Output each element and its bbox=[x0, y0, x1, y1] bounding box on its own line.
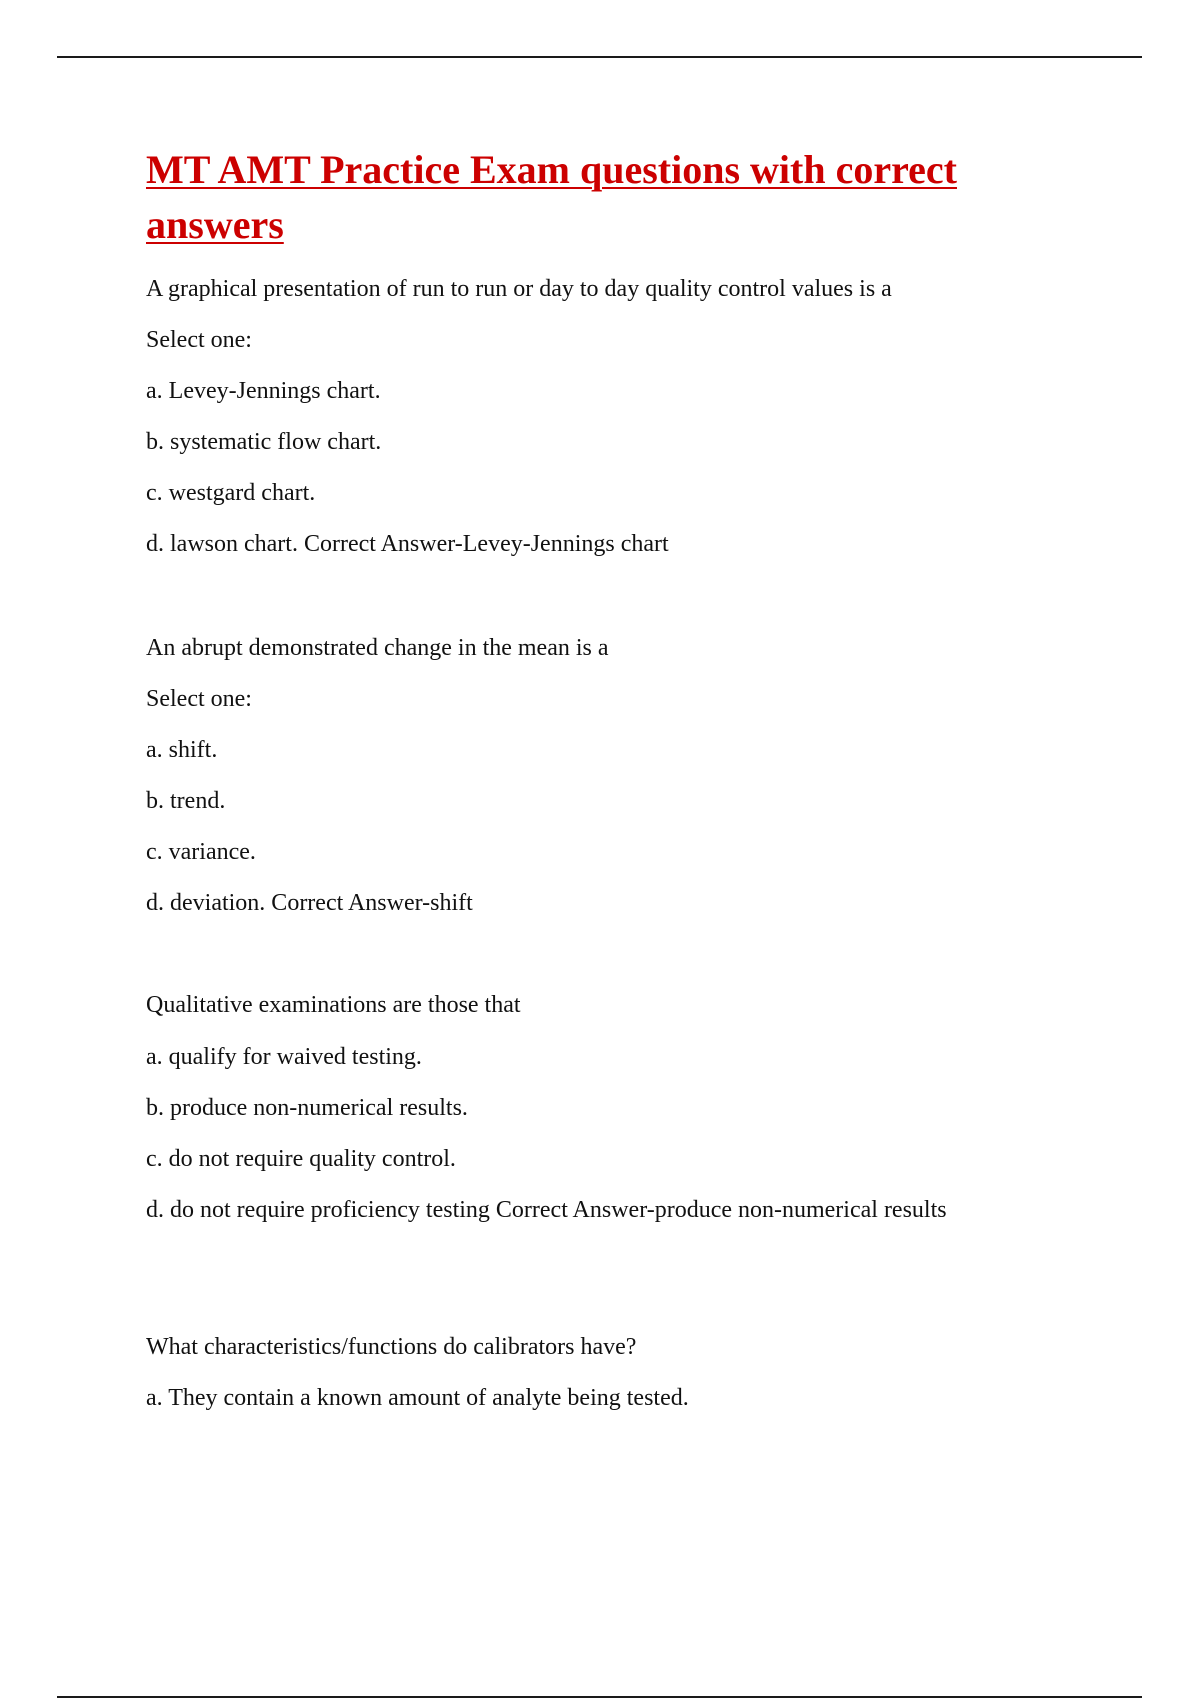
page-bottom-rule bbox=[57, 1696, 1142, 1698]
question-1-instruction: Select one: bbox=[146, 327, 252, 353]
question-2-instruction: Select one: bbox=[146, 686, 252, 712]
question-3-option-b: b. produce non-numerical results. bbox=[146, 1095, 468, 1121]
question-2-option-b: b. trend. bbox=[146, 788, 226, 814]
question-1-option-d: d. lawson chart. Correct Answer-Levey-Jennings chart bbox=[146, 531, 669, 557]
question-3-option-c: c. do not require quality control. bbox=[146, 1146, 456, 1172]
question-3-prompt: Qualitative examinations are those that bbox=[146, 992, 521, 1018]
question-1-prompt: A graphical presentation of run to run or day to day quality control values is a bbox=[146, 276, 892, 302]
page-top-rule bbox=[57, 56, 1142, 58]
question-2-option-c: c. variance. bbox=[146, 839, 256, 865]
question-2-option-d: d. deviation. Correct Answer-shift bbox=[146, 890, 473, 916]
question-2-prompt: An abrupt demonstrated change in the mean is a bbox=[146, 635, 609, 661]
question-1-option-b: b. systematic flow chart. bbox=[146, 429, 382, 455]
question-3-option-a: a. qualify for waived testing. bbox=[146, 1044, 422, 1070]
question-1-option-a: a. Levey-Jennings chart. bbox=[146, 378, 381, 404]
question-4-option-a: a. They contain a known amount of analyte being tested. bbox=[146, 1385, 689, 1411]
question-3-option-d: d. do not require proficiency testing Correct Answer-produce non-numerical results bbox=[146, 1197, 947, 1223]
question-2-option-a: a. shift. bbox=[146, 737, 218, 763]
document-title: MT AMT Practice Exam questions with correct answers bbox=[146, 147, 957, 247]
question-1-option-c: c. westgard chart. bbox=[146, 480, 316, 506]
question-4-prompt: What characteristics/functions do calibrators have? bbox=[146, 1334, 637, 1360]
